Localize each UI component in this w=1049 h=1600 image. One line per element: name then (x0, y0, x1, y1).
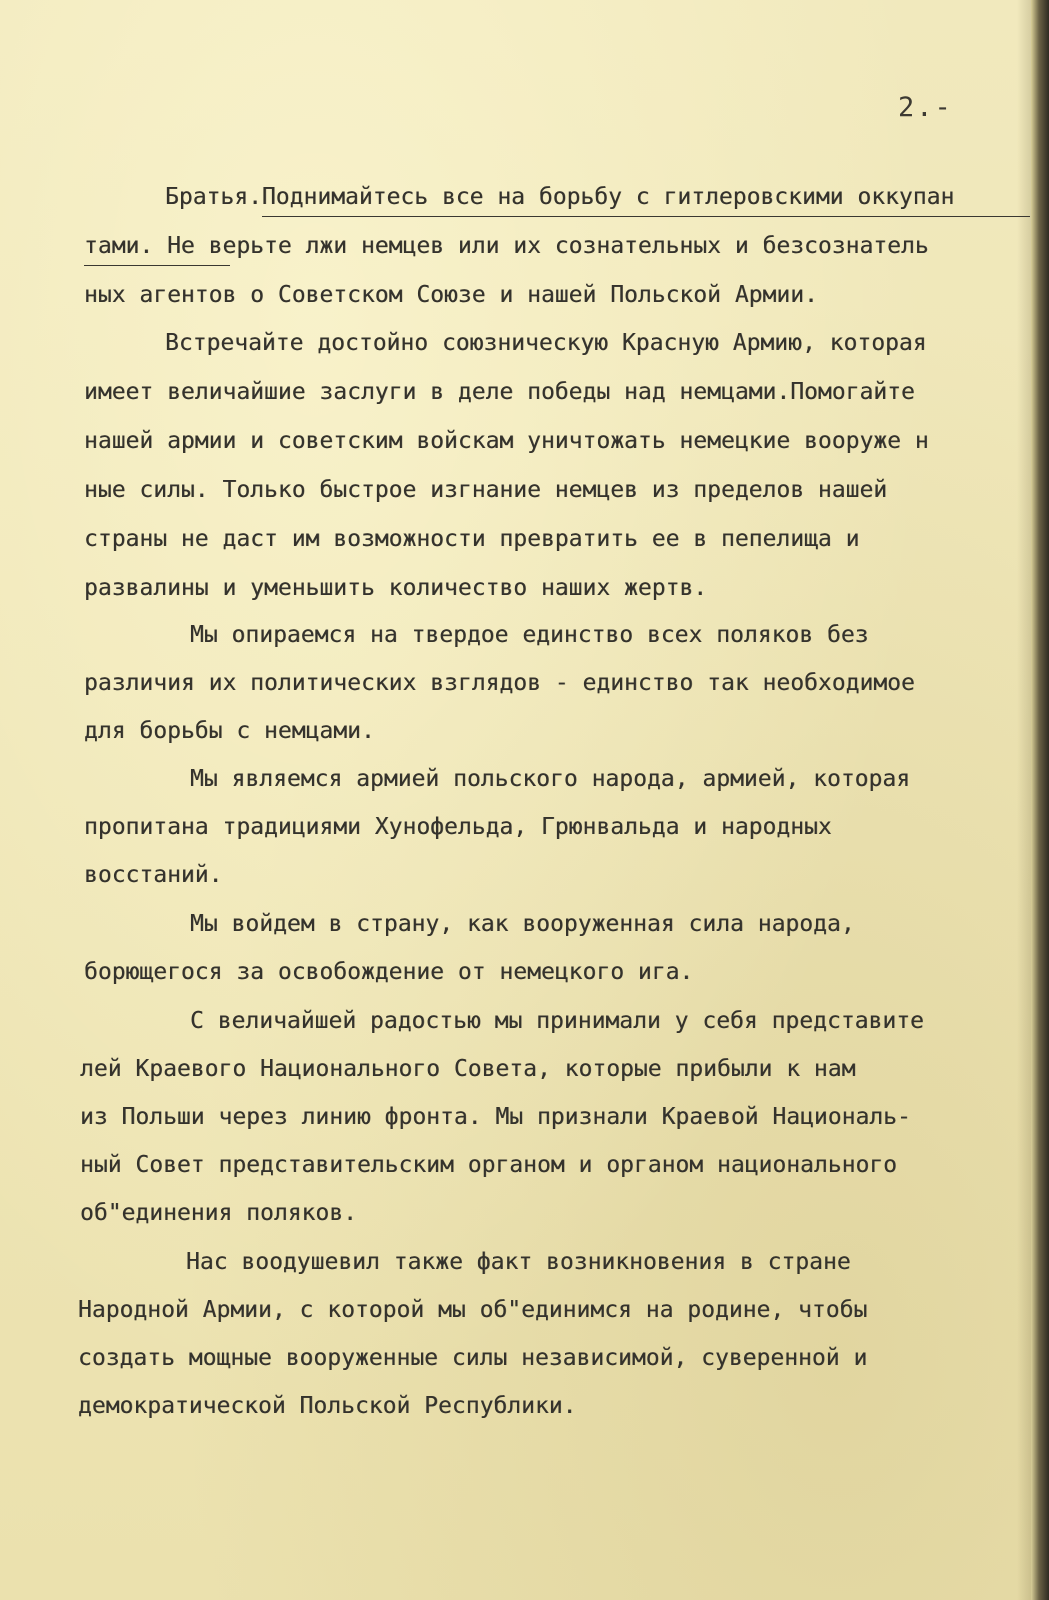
text-line: Народной Армии, с которой мы об"единимся на родине, чтобы (78, 1297, 868, 1323)
page-edge-shadow (1017, 0, 1031, 1600)
text-line: Братья.Поднимайтесь все на борьбу с гитлеровскими оккупан (165, 184, 955, 210)
page-edge (1031, 0, 1049, 1600)
text-line: из Польши через линию фронта. Мы признали Краевой Националь- (80, 1104, 911, 1130)
text-line: Мы опираемся на твердое единство всех поляков без (190, 622, 869, 648)
text-line: ный Совет представительским органом и органом национального (80, 1152, 897, 1178)
text-line: страны не даст им возможности превратить ее в пепелища и (84, 526, 860, 552)
text-line: Нас воодушевил также факт возникновения в стране (186, 1249, 851, 1275)
text-line: Мы войдем в страну, как вооруженная сила народа, (190, 911, 855, 937)
text-line: для борьбы с немцами. (84, 718, 375, 744)
underline (84, 265, 230, 266)
text-line: различия их политических взглядов - единство так необходимое (84, 670, 915, 696)
text-line: Мы являемся армией польского народа, армией, которая (190, 766, 911, 792)
text-line: развалины и уменьшить количество наших жертв. (84, 575, 708, 601)
text-line: демократической Польской Республики. (78, 1393, 577, 1419)
text-line: пропитана традициями Хунофельда, Грюнвальда и народных (84, 814, 832, 840)
text-line: нашей армии и советским войскам уничтожать немецкие вооруже н (84, 428, 929, 454)
text-line: имеет величайшие заслуги в деле победы над немцами.Помогайте (84, 379, 915, 405)
text-line: С величайшей радостью мы принимали у себя представите (190, 1008, 924, 1034)
text-line: лей Краевого Национального Совета, которые прибыли к нам (80, 1056, 856, 1082)
text-line: тами. Не верьте лжи немцев или их сознательных и безсознатель (84, 233, 929, 259)
text-line: ные силы. Только быстрое изгнание немцев из пределов нашей (84, 477, 888, 503)
text-line: ных агентов о Советском Союзе и нашей Польской Армии. (84, 282, 818, 308)
text-line: создать мощные вооруженные силы независимой, суверенной и (78, 1345, 868, 1371)
text-line: Встречайте достойно союзническую Красную Армию, которая (165, 330, 927, 356)
underline (262, 216, 1030, 217)
text-line: об"единения поляков. (80, 1200, 357, 1226)
text-line: восстаний. (84, 862, 223, 888)
page-number: 2.- (898, 92, 953, 123)
text-line: борющегося за освобождение от немецкого ига. (84, 959, 694, 985)
